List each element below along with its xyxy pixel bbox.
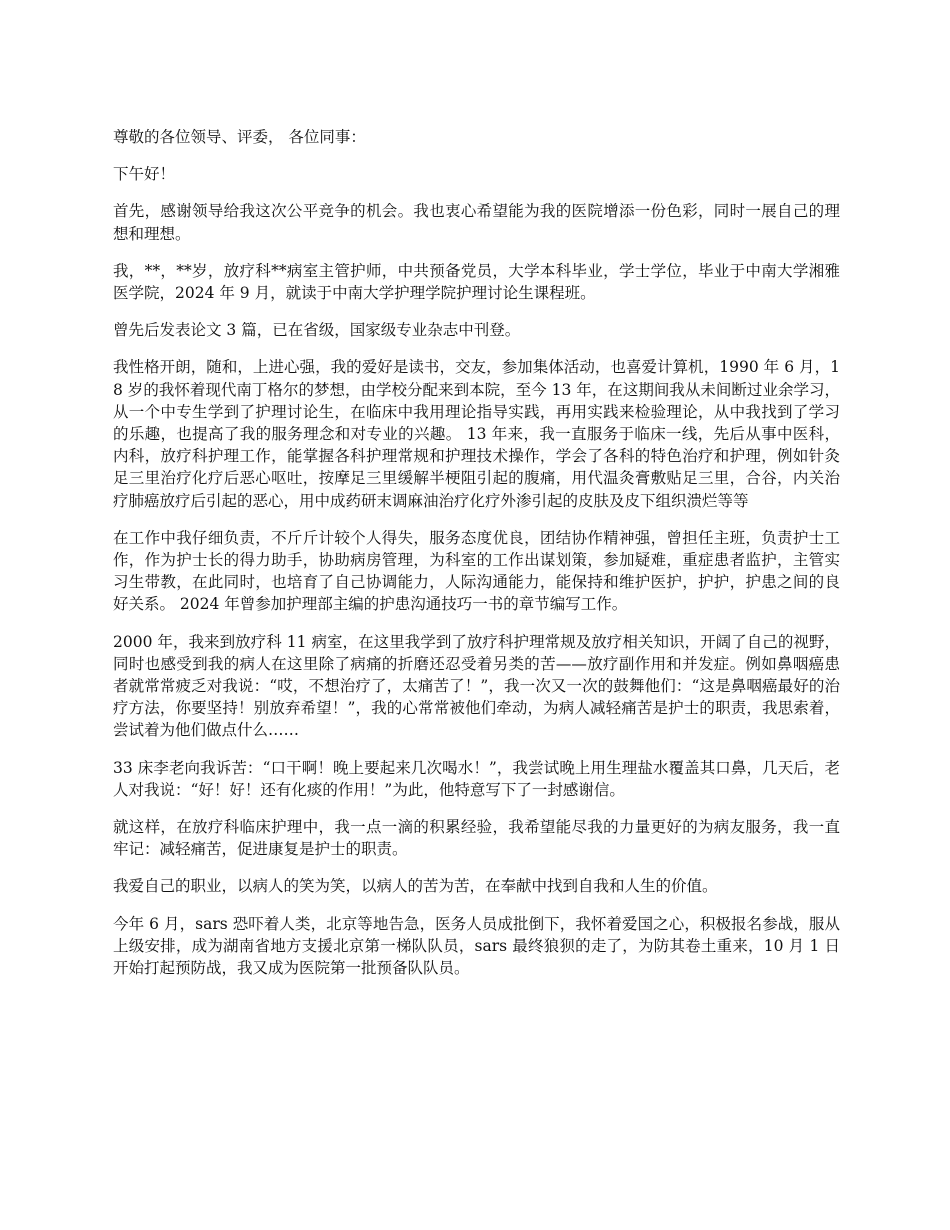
paragraph-self-introduction: 我，**，**岁，放疗科**病室主管护师，中共预备党员，大学本科毕业，学士学位，毕业于中南大学湘雅医学院，2024 年 9 月，就读于中南大学护理学院护理讨论生课程班。	[113, 261, 840, 303]
greeting: 下午好！	[113, 165, 176, 184]
paragraph-personality-experience: 我性格开朗，随和，上进心强，我的爱好是读书，交友，参加集体活动，也喜爱计算机，1990 年 6 月，18 岁的我怀着现代南丁格尔的梦想，由学校分配来到本院，至今 13 年，在这期间我从未间断过业余学习，从一个中专生学到了护理讨论生，在临床中我用理论指导实践，再用实践来检验理论，从中我找到了学习的乐趣，也提高了我的服务理念和对专业的兴趣。 13 年来，我一直服务于临床一线，先后从事中医科，内科，放疗科护理工作，能掌握各科护理常规和护理技术操作，学会了各科的特色治疗和护理，例如针灸足三里治疗化疗后恶心呕吐，按摩足三里缓解半梗阻引起的腹痛，用代温灸膏敷贴足三里，合谷，内关治疗肺癌放疗后引起的恶心，用中成药研末调麻油治疗化疗外渗引起的皮肤及皮下组织溃烂等等	[113, 358, 840, 510]
document-body	[113, 126, 840, 994]
paragraph-values: 我爱自己的职业，以病人的笑为笑，以病人的苦为苦，在奉献中找到自我和人生的价值。	[113, 877, 718, 896]
paragraph-radiotherapy-ward: 2000 年，我来到放疗科 11 病室，在这里我学到了放疗科护理常规及放疗相关知识，开阔了自己的视野，同时也感受到我的病人在这里除了病痛的折磨还忍受着另类的苦——放疗副作用和并发症。例如鼻咽癌患者就常常疲乏对我说：“哎，不想治疗了，太痛苦了！”，我一次又一次的鼓舞他们：“这是鼻咽癌最好的治疗方法，你要坚持！别放弃希望！”，我的心常常被他们牵动，为病人减轻痛苦是护士的职责，我思索着，尝试着为他们做点什么……	[113, 632, 840, 740]
salutation: 尊敬的各位领导、评委， 各位同事：	[113, 128, 366, 146]
paragraph-thanks: 首先，感谢领导给我这次公平竞争的机会。我也衷心希望能为我的医院增添一份色彩，同时一展自己的理想和理想。	[113, 202, 840, 243]
paragraph-sars: 今年 6 月，sars 恐吓着人类，北京等地告急，医务人员成批倒下，我怀着爱国之心，积极报名参战，服从上级安排，成为湖南省地方支援北京第一梯队队员，sars 最终狼狈的走了，为防其卷土重来，10 月 1 日开始打起预防战，我又成为医院第一批预备队队员。	[113, 914, 840, 978]
paragraph-experience: 就这样，在放疗科临床护理中，我一点一滴的积累经验，我希望能尽我的力量更好的为病友服务，我一直牢记：减轻痛苦，促进康复是护士的职责。	[113, 818, 840, 859]
paragraph-work-attitude: 在工作中我仔细负责，不斤斤计较个人得失，服务态度优良，团结协作精神强，曾担任主班，负责护士工作，作为护士长的得力助手，协助病房管理，为科室的工作出谋划策，参加疑难，重症患者监护，主管实习生带教，在此同时，也培育了自己协调能力，人际沟通能力，能保持和维护医护，护护，护患之间的良好关系。 2024 年曾参加护理部主编的护患沟通技巧一书的章节编写工作。	[113, 528, 840, 614]
paragraph-patient-story: 33 床李老向我诉苦：“口干啊！晚上要起来几次喝水！”，我尝试晚上用生理盐水覆盖其口鼻，几天后，老人对我说：“好！好！还有化痰的作用！”为此，他特意写下了一封感谢信。	[113, 758, 840, 799]
paragraph-publications: 曾先后发表论文 3 篇，已在省级，国家级专业杂志中刊登。	[113, 321, 521, 340]
